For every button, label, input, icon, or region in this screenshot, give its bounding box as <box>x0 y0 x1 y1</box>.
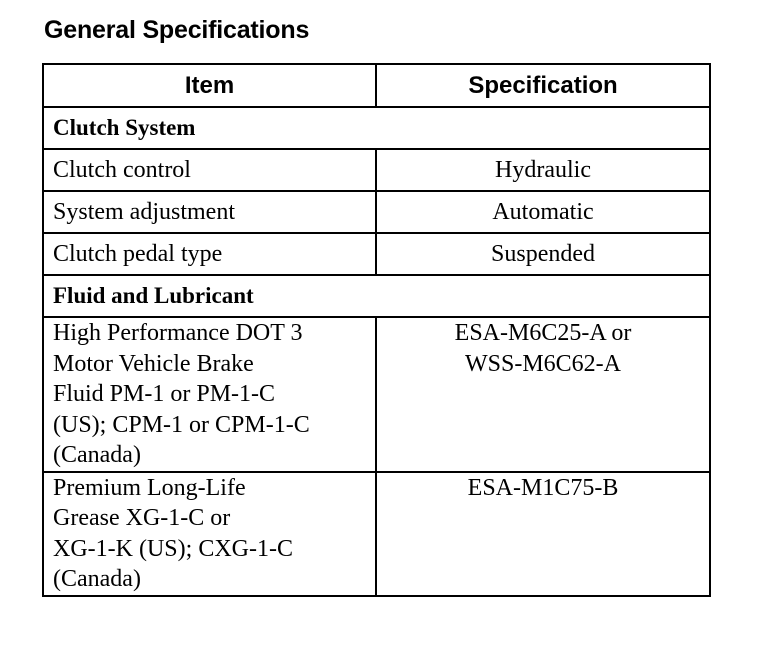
page-title: General Specifications <box>44 16 310 44</box>
spec-cell: Hydraulic <box>376 149 710 191</box>
table-row <box>43 233 710 275</box>
item-line: Grease XG-1-C or <box>53 505 231 531</box>
item-line: (Canada) <box>53 566 141 592</box>
item-line: XG-1-K (US); CXG-1-C <box>53 535 293 562</box>
section-row-clutch-system <box>43 107 710 149</box>
item-cell: System adjustment <box>43 191 376 233</box>
item-line: Premium Long-Life <box>53 474 246 501</box>
column-header-item: Item <box>43 64 376 107</box>
table-row <box>43 149 710 191</box>
item-line: (Canada) <box>53 442 141 468</box>
spec-cell: Automatic <box>376 191 710 233</box>
table-row <box>43 472 710 596</box>
item-line: Fluid PM-1 or PM-1-C <box>53 381 276 407</box>
item-cell: Clutch pedal type <box>43 233 376 275</box>
column-header-specification: Specification <box>376 64 710 107</box>
item-line: Motor Vehicle Brake <box>53 350 254 377</box>
spec-line: WSS-M6C62-A <box>464 350 621 377</box>
specifications-table <box>42 63 711 597</box>
spec-cell: Suspended <box>376 233 710 275</box>
spec-line: ESA-M1C75-B <box>467 474 619 501</box>
section-heading: Fluid and Lubricant <box>43 275 710 317</box>
item-line: (US); CPM-1 or CPM-1-C <box>53 411 310 438</box>
table-header-row <box>43 64 710 107</box>
item-line: High Performance DOT 3 <box>53 320 303 346</box>
spec-cell <box>376 472 710 596</box>
section-row-fluid-and-lubricant <box>43 275 710 317</box>
item-cell <box>43 472 376 596</box>
item-cell <box>43 317 376 472</box>
spec-line: ESA-M6C25-A or <box>454 320 632 346</box>
item-cell: Clutch control <box>43 149 376 191</box>
table-row <box>43 317 710 472</box>
table-row <box>43 191 710 233</box>
spec-cell <box>376 317 710 472</box>
section-heading: Clutch System <box>43 107 710 149</box>
